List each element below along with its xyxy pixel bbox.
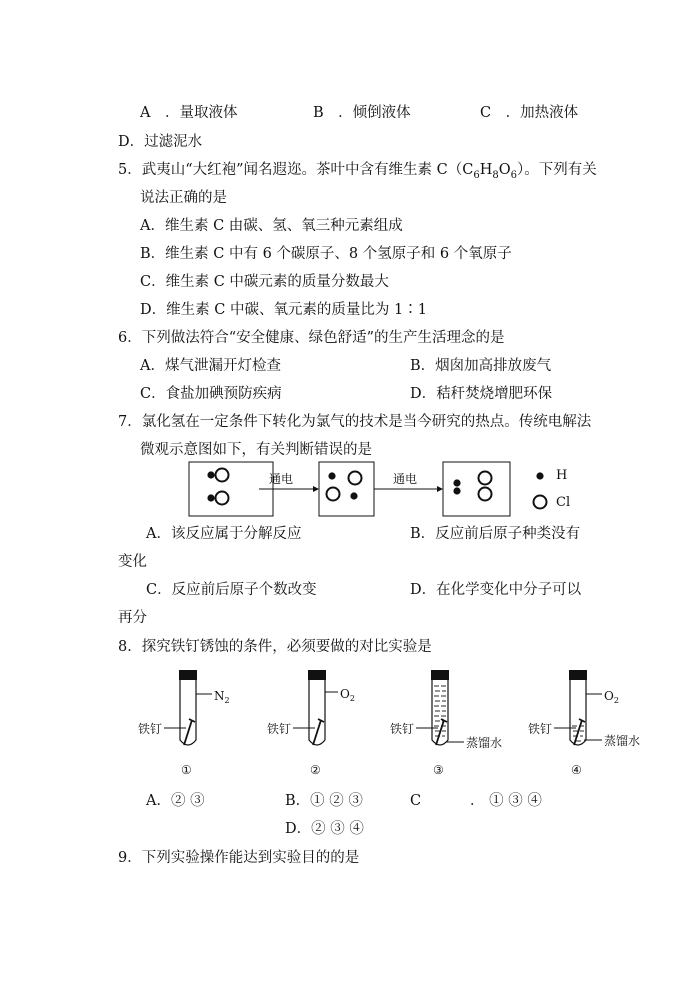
gas-label: $N_2$ bbox=[214, 689, 230, 705]
q6-option-c: C．食盐加碘预防疾病 bbox=[140, 386, 282, 402]
tube-number: ② bbox=[310, 763, 321, 777]
q5-option-b: B．维生素 C 中有 6 个碳原子、8 个氢原子和 6 个氧原子 bbox=[140, 246, 512, 262]
h-atom bbox=[328, 472, 335, 479]
q7-option-d-line2: 再分 bbox=[118, 610, 147, 626]
nail-label: 铁钉 bbox=[528, 722, 553, 736]
tube-number: ④ bbox=[571, 763, 582, 777]
q4-option-a: A ．量取液体 bbox=[140, 105, 238, 121]
test-tube-2 bbox=[267, 670, 355, 777]
arrow-label: 通电 bbox=[393, 472, 418, 486]
q5-stem-line1: 5．武夷山“大红袍”闻名遐迩。茶叶中含有维生素 $C(C_6H_8O_6)$。下列有关 bbox=[118, 162, 597, 181]
nail-label: 铁钉 bbox=[267, 722, 292, 736]
q7-option-c: C．反应前后原子个数改变 bbox=[146, 582, 317, 598]
test-tube-1 bbox=[138, 670, 230, 777]
product-box bbox=[443, 462, 510, 516]
h-atom bbox=[453, 479, 460, 486]
h-atom bbox=[207, 471, 214, 478]
cl-atom bbox=[479, 488, 492, 501]
cl-atom bbox=[216, 469, 229, 482]
q5-option-c: C．维生素 C 中碳元素的质量分数最大 bbox=[140, 274, 389, 290]
q5-option-d: D．维生素 C 中碳、氧元素的质量比为 1∶1 bbox=[140, 302, 427, 318]
cl-atom bbox=[479, 472, 492, 485]
q8-option-b: B．① ② ③ bbox=[285, 793, 363, 809]
cl-atom bbox=[349, 472, 362, 485]
water-label: 蒸馏水 bbox=[466, 736, 503, 750]
q9-stem: 9．下列实验操作能达到实验目的的是 bbox=[118, 850, 360, 866]
h-atom bbox=[207, 494, 214, 501]
q6-option-a: A．煤气泄漏开灯检查 bbox=[140, 358, 281, 374]
gas-label: $O_2$ bbox=[604, 689, 619, 705]
h-atom bbox=[453, 487, 460, 494]
q4-option-b: B ．倾倒液体 bbox=[313, 105, 411, 121]
q7-option-b-line1: B．反应前后原子种类没有 bbox=[410, 526, 581, 542]
q7-option-a: A．该反应属于分解反应 bbox=[146, 526, 302, 542]
q7-option-b-line2: 变化 bbox=[118, 554, 147, 570]
intermediate-box bbox=[319, 462, 374, 516]
q5-stem-line2: 说法正确的是 bbox=[140, 190, 227, 206]
q4-option-c: C ．加热液体 bbox=[480, 105, 579, 121]
q7-option-d-line1: D．在化学变化中分子可以 bbox=[410, 582, 582, 598]
q7-micro-diagram bbox=[185, 458, 585, 520]
h-atom bbox=[350, 492, 357, 499]
q8-option-c-rest: ． ① ③ ④ bbox=[470, 793, 542, 809]
tube-number: ③ bbox=[433, 763, 444, 777]
arrow-label: 通电 bbox=[269, 472, 294, 486]
legend-h-label: H bbox=[556, 468, 568, 483]
cl-atom bbox=[216, 492, 229, 505]
arrow-head bbox=[313, 486, 319, 492]
q8-stem: 8．探究铁钉锈蚀的条件，必须要做的对比实验是 bbox=[118, 639, 432, 655]
q8-option-a: A．② ③ bbox=[146, 793, 205, 809]
arrow-head bbox=[437, 486, 443, 492]
q4-option-d: D．过滤泥水 bbox=[118, 134, 203, 150]
legend-h-dot bbox=[536, 472, 543, 479]
q8-test-tubes-diagram bbox=[120, 662, 680, 780]
q6-stem: 6．下列做法符合“安全健康、绿色舒适”的生产生活理念的是 bbox=[118, 330, 505, 346]
q7-stem-line2: 微观示意图如下，有关判断错误的是 bbox=[140, 442, 372, 458]
water-label: 蒸馏水 bbox=[604, 734, 641, 748]
gas-label: $O_2$ bbox=[340, 687, 355, 703]
test-tube-3 bbox=[390, 670, 502, 777]
tube-number: ① bbox=[181, 763, 192, 777]
q5-option-a: A．维生素 C 由碳、氢、氧三种元素组成 bbox=[140, 218, 403, 234]
legend-cl-circle bbox=[534, 496, 547, 509]
q8-option-d: D．② ③ ④ bbox=[285, 821, 364, 837]
q6-option-d: D．秸秆焚烧增肥环保 bbox=[410, 386, 553, 402]
q8-option-c-letter: C bbox=[410, 793, 422, 809]
nail-label: 铁钉 bbox=[390, 722, 415, 736]
legend-cl-label: Cl bbox=[556, 495, 571, 510]
nail-label: 铁钉 bbox=[138, 722, 163, 736]
cl-atom bbox=[327, 488, 340, 501]
test-tube-4 bbox=[528, 670, 640, 777]
q7-stem-line1: 7．氯化氢在一定条件下转化为氯气的技术是当今研究的热点。传统电解法 bbox=[118, 414, 592, 430]
q6-option-b: B．烟囱加高排放废气 bbox=[410, 358, 552, 374]
